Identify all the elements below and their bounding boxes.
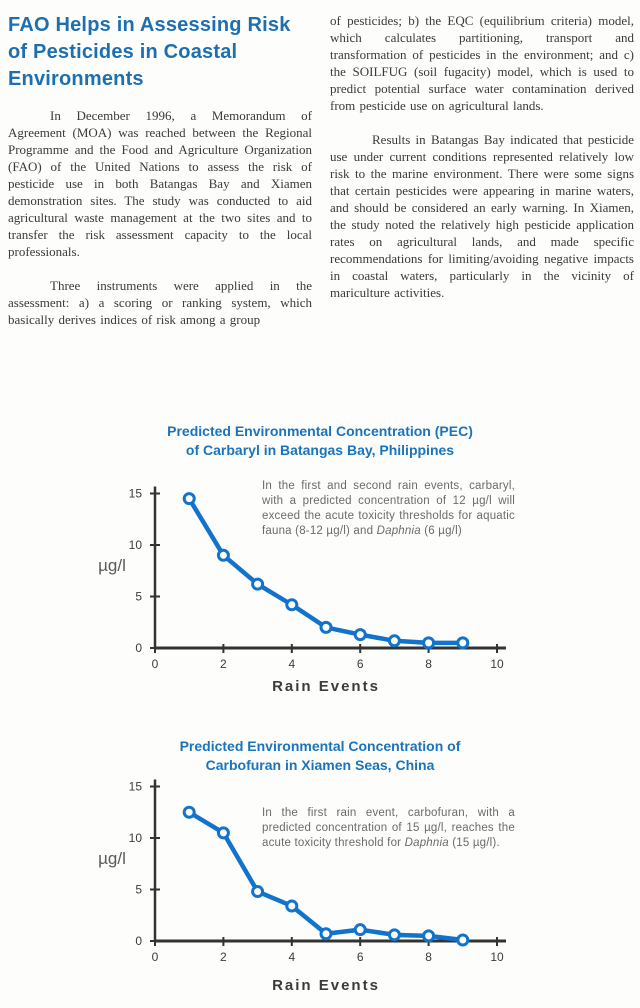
data-point — [389, 930, 399, 940]
x-tick-label: 0 — [151, 950, 159, 964]
data-point — [321, 929, 331, 939]
paragraph: Three instruments were applied in the assessment: a) a scoring or ranking system, which basically derives indices of risk among a group — [8, 278, 312, 327]
y-tick-label: 15 — [128, 779, 142, 794]
x-tick-label: 2 — [220, 657, 227, 671]
y-tick-label: 5 — [135, 589, 142, 604]
data-point — [218, 550, 228, 560]
x-tick-label: 10 — [490, 657, 504, 671]
annotation-text: In the first and second rain events, carbaryl, with a predicted concentration of 12 µg/l will exceed the acute toxicity thresholds for aquatic fauna (8-12 µg/l) and — [262, 480, 515, 537]
data-point — [287, 901, 297, 911]
paragraph: In December 1996, a Memorandum of Agreement (MOA) was reached between the Regional Programme and the Food and Agriculture Organization (FAO) of the United Nations to assess the risk of pesticide use in both Batangas Bay and Xiamen demonstration sites. The study was conducted to aid agricultural waste management at the two sites and to transfer the risk assessment capacity to the local professionals. — [8, 108, 312, 259]
x-tick-label: 4 — [288, 950, 296, 964]
data-point — [218, 828, 228, 838]
data-point — [424, 638, 434, 648]
x-axis-label: Rain Events — [272, 678, 380, 695]
annotation-text: (15 µg/l). — [448, 837, 500, 849]
paragraph: Results in Batangas Bay indicated that pesticide use under current conditions represented relatively low risk to the marine environment. There were some signs that certain pesticides were appearing in marine waters, and should be considered an early warning. In Xiamen, the study noted the relatively high pesticide application rates on agricultural lands, and made specific recommendations for limiting/avoiding negative impacts in coastal waters, particularly in the vicinity of mariculture activities. — [330, 132, 634, 300]
data-point — [424, 931, 434, 941]
x-tick-label: 6 — [356, 950, 364, 964]
x-tick-label: 10 — [490, 950, 504, 964]
annotation-text: (6 µg/l) — [420, 525, 462, 537]
article-title: FAO Helps in Assessing Risk of Pesticides in Coastal Environments — [8, 14, 291, 90]
x-tick-label: 8 — [425, 950, 432, 964]
x-tick-label: 8 — [425, 657, 432, 671]
data-point — [321, 622, 331, 632]
right-column — [330, 12, 634, 318]
x-tick-label: 6 — [356, 657, 364, 671]
data-point — [253, 579, 263, 589]
data-point — [389, 636, 399, 646]
species-name: Daphnia — [404, 837, 449, 849]
y-tick-label: 0 — [135, 934, 142, 948]
x-axis-label: Rain Events — [272, 977, 380, 994]
data-point — [355, 925, 365, 935]
chart2-title: Predicted Environmental Concentration of Carbofuran in Xiamen Seas, China — [179, 738, 461, 773]
left-column-paragraphs — [8, 107, 312, 328]
data-point — [355, 630, 365, 640]
x-tick-label: 4 — [288, 657, 296, 671]
species-name: Daphnia — [376, 525, 421, 537]
left-column — [8, 12, 312, 345]
data-point — [184, 494, 194, 504]
data-point — [458, 935, 468, 945]
paragraph: of pesticides; b) the EQC (equilibrium criteria) model, which calculates partitioning, transport and transformation of pesticides in the environment; and c) the SOILFUG (soil fugacity) model, which is used to predict potential surface water contamination derived from pesticide use on agricultural lands. — [330, 13, 634, 113]
y-axis-label: µg/l — [98, 849, 126, 868]
x-tick-label: 0 — [151, 657, 159, 671]
y-tick-label: 0 — [135, 641, 142, 655]
y-tick-label: 10 — [128, 831, 142, 845]
chart2-annotation — [262, 806, 515, 851]
x-tick-label: 2 — [220, 950, 227, 964]
data-point — [458, 638, 468, 648]
data-point — [253, 887, 263, 897]
y-axis-label: µg/l — [98, 556, 126, 575]
chart2-plot — [0, 756, 640, 1008]
annotation-text: In the first rain event, carbofuran, with a predicted concentration of 15 µg/l, reaches the acute toxicity threshold for — [262, 807, 515, 849]
chart1-annotation — [262, 479, 515, 539]
y-tick-label: 5 — [135, 882, 142, 897]
data-point — [184, 807, 194, 817]
y-tick-label: 10 — [128, 538, 142, 552]
right-column-paragraphs — [330, 12, 634, 301]
chart1-title: Predicted Environmental Concentration (PEC) of Carbaryl in Batangas Bay, Philippines — [167, 423, 473, 458]
y-tick-label: 15 — [128, 486, 142, 501]
data-point — [287, 600, 297, 610]
